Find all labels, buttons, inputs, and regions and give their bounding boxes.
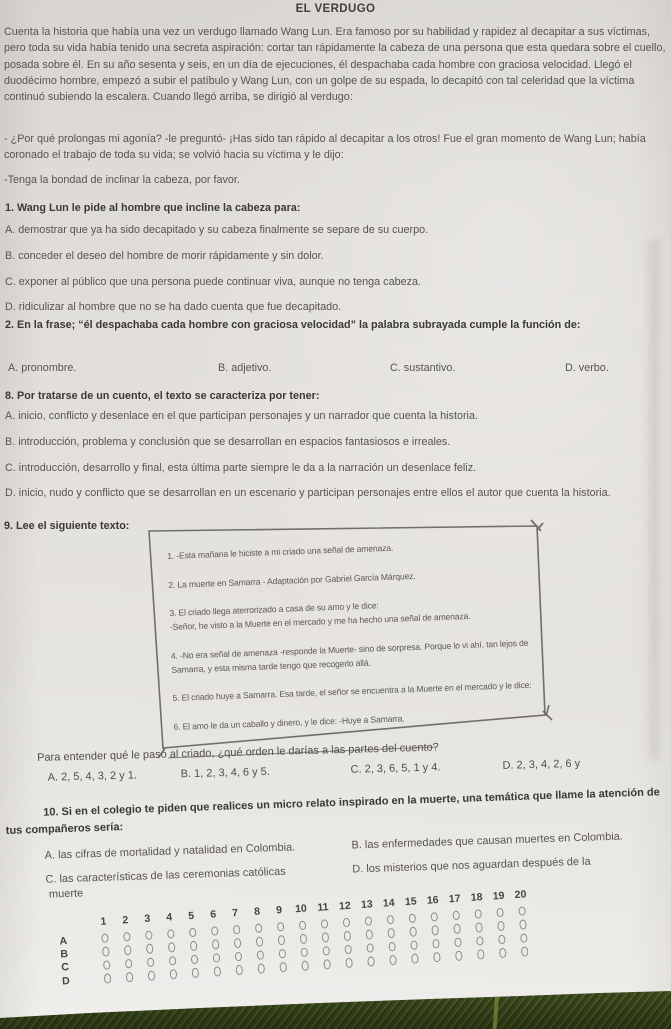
- question-9-question: Para entender qué le pasó al criado, ¿qué orden le darías a las partes del cuento?: [37, 741, 439, 764]
- grid-cell: [314, 945, 337, 956]
- grid-cell: [182, 941, 205, 952]
- answer-bubble[interactable]: [300, 947, 308, 957]
- grid-cell: [293, 960, 316, 971]
- grid-column-number: 17: [448, 892, 461, 906]
- grid-cell: [491, 947, 514, 958]
- question-8-option-b: B. introducción, problema y conclusión que se desarrollan en espacios fantasiosos e irreales.: [5, 435, 451, 448]
- grid-cell: [137, 930, 160, 941]
- answer-bubble[interactable]: [145, 944, 153, 954]
- page-title: EL VERDUGO: [295, 3, 376, 15]
- answer-bubble[interactable]: [389, 955, 397, 965]
- grid-cell: [446, 937, 469, 948]
- answer-bubble[interactable]: [477, 949, 485, 959]
- answer-bubble[interactable]: [433, 952, 441, 962]
- story-dialogue: - ¿Por qué prolongas mi agonía? -le preguntó- ¡Has sido tan rápido al decapitar a los otros! Fue el gran momento de Wang Lun; había coronado el trabajo de toda su vida; se volvió hacia su víctima y le dijo:: [4, 133, 646, 162]
- grid-cell: [162, 969, 185, 980]
- answer-bubble[interactable]: [497, 921, 505, 931]
- grid-column-number: 18: [470, 891, 483, 904]
- question-9-option-a: A. 2, 5, 4, 3, 2 y 1.: [47, 769, 138, 784]
- grid-column-number: 4: [165, 911, 173, 924]
- answer-bubble[interactable]: [254, 923, 262, 933]
- grid-cell: [444, 910, 467, 921]
- grid-cell: [247, 923, 270, 934]
- story-paragraph: Cuenta la historia que había una vez un verdugo llamado Wang Lun. Era famoso por su habilidad y rapidez al decapitar a sus víctimas, pero toda su vida había tenido una secreta aspiración: cortar tan rápidamente la cabeza de una persona que esta quedara sobre el cuello, posada sobre él. En su año sesenta y seis, en un día de ejecuciones, él despachaba cada hombre con graciosa velocidad. Llegó el duodécimo hombre, empezó a subir el patíbulo y Wang Lun, con un golpe de su espada, lo decapitó con tal celeridad que la víctima continuó subiendo la escalera. Cuando llegó arriba, se dirigió al verdugo:: [4, 26, 666, 104]
- question-10-option-b: B. las enfermedades que causan muertes en Colombia.: [351, 830, 624, 852]
- grid-row-label: A: [59, 934, 68, 948]
- answer-bubble[interactable]: [125, 972, 133, 982]
- grid-cell: [512, 933, 535, 944]
- grid-column-number: 6: [209, 908, 217, 921]
- answer-bubble[interactable]: [103, 973, 111, 983]
- answer-bubble[interactable]: [367, 956, 375, 966]
- grid-column-number: 9: [275, 904, 283, 917]
- answer-bubble[interactable]: [301, 961, 309, 971]
- answer-bubble[interactable]: [213, 966, 221, 976]
- grid-cell: [447, 950, 470, 961]
- grid-column-number: 2: [122, 914, 129, 927]
- answer-bubble[interactable]: [386, 915, 394, 925]
- question-8-options: [5, 408, 665, 511]
- grid-cell: [291, 920, 314, 931]
- grid-cell: [271, 948, 294, 959]
- answer-bubble[interactable]: [455, 951, 463, 961]
- question-1-option-d: D. ridiculizar al hombre que no se ha dado cuenta que fue decapitado.: [5, 301, 342, 314]
- grid-cell: [379, 914, 402, 925]
- answer-bubble[interactable]: [279, 962, 287, 972]
- box-line-2: 2. La muerte en Samarra - Adaptación por Gabriel García Márquez.: [168, 570, 416, 590]
- grid-cell: [490, 934, 513, 945]
- leaf-vein: [493, 991, 500, 1029]
- grid-column-number: 19: [492, 889, 505, 903]
- grid-cell: [468, 935, 491, 946]
- grid-cell: [424, 938, 447, 949]
- answer-bubble[interactable]: [210, 926, 218, 936]
- question-1-option-c: C. exponer al público que una persona puede continuar viva, aunque no tenga cabeza.: [5, 275, 421, 288]
- answer-bubble[interactable]: [299, 934, 307, 944]
- answer-bubble[interactable]: [124, 959, 132, 969]
- answer-bubble[interactable]: [145, 931, 153, 941]
- answer-bubble[interactable]: [298, 921, 306, 931]
- grid-cell: [161, 955, 184, 966]
- grid-cell: [293, 947, 316, 958]
- answer-bubble[interactable]: [452, 911, 460, 921]
- answer-bubble[interactable]: [322, 946, 330, 956]
- answer-bubble[interactable]: [167, 929, 175, 939]
- grid-cell: [115, 931, 138, 942]
- answer-bubble[interactable]: [320, 919, 328, 929]
- answer-grid: [52, 886, 536, 988]
- grid-cell: [93, 933, 116, 944]
- grid-cell: [249, 950, 272, 961]
- grid-cell: [401, 926, 424, 937]
- answer-bubble[interactable]: [520, 946, 528, 956]
- grid-cell: [336, 931, 359, 942]
- grid-cell: [159, 929, 182, 940]
- answer-bubble[interactable]: [257, 964, 265, 974]
- grid-cell: [423, 925, 446, 936]
- grid-cell: [381, 955, 404, 966]
- question-10-option-d: D. los misterios que nos aguardan después de la: [352, 855, 591, 876]
- grid-cell: [183, 954, 206, 965]
- grid-cell: [181, 927, 204, 938]
- grid-cell: [271, 962, 294, 973]
- answer-bubble[interactable]: [411, 954, 419, 964]
- grid-cell: [227, 951, 250, 962]
- grid-column-number: 13: [360, 898, 374, 912]
- answer-bubble[interactable]: [344, 944, 352, 954]
- grid-cell: [314, 932, 337, 943]
- answer-bubble[interactable]: [496, 908, 504, 918]
- grid-cell: [205, 953, 228, 964]
- question-1-option-b: B. conceder el deseo del hombre de morir rápidamente y sin dolor.: [5, 249, 324, 262]
- question-9-option-d: D. 2, 3, 4, 2, 6 y: [502, 757, 581, 772]
- grid-cell: [249, 963, 272, 974]
- grid-cell: [313, 919, 336, 930]
- answer-bubble[interactable]: [345, 958, 353, 968]
- question-9-option-c: C. 2, 3, 6, 5, 1 y 4.: [350, 761, 441, 776]
- answer-bubble[interactable]: [342, 918, 350, 928]
- grid-cell: [204, 939, 227, 950]
- grid-cell: [488, 907, 511, 918]
- question-10-option-c: C. las características de las ceremonias católicas: [45, 865, 286, 886]
- answer-bubble[interactable]: [278, 949, 286, 959]
- answer-bubble[interactable]: [101, 933, 109, 943]
- answer-bubble[interactable]: [365, 930, 373, 940]
- answer-bubble[interactable]: [277, 935, 285, 945]
- grid-cell: [489, 921, 512, 932]
- answer-bubble[interactable]: [235, 965, 243, 975]
- grid-cell: [402, 940, 425, 951]
- grid-cell: [292, 933, 315, 944]
- paper-shading: [644, 240, 660, 760]
- answer-bubble[interactable]: [234, 952, 242, 962]
- grid-row-label: C: [60, 961, 70, 974]
- box-line-1: 1. -Esta mañana le hiciste a mi criado una señal de amenaza.: [167, 542, 394, 561]
- question-9-option-b: B. 1, 2, 3, 4, 6 y 5.: [180, 765, 271, 781]
- question-1-options: [5, 222, 665, 325]
- grid-cell: [335, 917, 358, 928]
- answer-bubble[interactable]: [498, 948, 506, 958]
- grid-cell: [445, 924, 468, 935]
- answer-bubble[interactable]: [102, 947, 110, 957]
- grid-cell: [228, 964, 251, 975]
- question-1-option-a: A. demostrar que ya ha sido decapitado y su cabeza finalmente se separe de su cuerpo.: [5, 224, 429, 236]
- grid-cell: [401, 913, 424, 924]
- answer-bubble[interactable]: [519, 920, 527, 930]
- question-8-option-c: C. introducción, desarrollo y final, esta última parte siempre le da a la narración un desenlace feliz.: [5, 461, 477, 474]
- answer-bubble[interactable]: [123, 932, 131, 942]
- answer-bubble[interactable]: [189, 941, 197, 951]
- answer-bubble[interactable]: [255, 937, 263, 947]
- question-10-option-a: A. las cifras de mortalidad y natalidad en Colombia.: [44, 841, 296, 862]
- story-dialogue-reply: -Tenga la bondad de inclinar la cabeza, por favor.: [4, 174, 240, 186]
- answer-bubble[interactable]: [475, 923, 483, 933]
- question-9-header: 9. Lee el siguiente texto:: [4, 520, 130, 532]
- grid-cell: [358, 943, 381, 954]
- question-8-header: 8. Por tratarse de un cuento, el texto se caracteriza por tener:: [5, 390, 320, 402]
- question-2-option-b: B. adjetivo.: [218, 362, 272, 374]
- grid-cell: [206, 966, 229, 977]
- grid-cell: [94, 946, 117, 957]
- question-10: [5, 784, 668, 902]
- answer-bubble[interactable]: [476, 936, 484, 946]
- box-line-3: 3. El criado llega aterrorizado a casa de su amo y le dice: -Señor, he visto a la Muerte en el mercado y me ha hecho una señal de amenaza.: [169, 600, 471, 632]
- answer-bubble[interactable]: [256, 950, 264, 960]
- grid-column-number: 10: [294, 902, 308, 916]
- answer-bubble[interactable]: [169, 969, 177, 979]
- answer-bubble[interactable]: [431, 925, 439, 935]
- grid-column-number: 8: [253, 905, 261, 918]
- answer-bubble[interactable]: [190, 954, 198, 964]
- answer-bubble[interactable]: [124, 945, 132, 955]
- answer-bubble[interactable]: [147, 971, 155, 981]
- grid-cell: [117, 958, 140, 969]
- answer-bubble[interactable]: [498, 935, 506, 945]
- grid-cell: [359, 956, 382, 967]
- grid-cell: [510, 906, 533, 917]
- grid-cell: [270, 935, 293, 946]
- grid-cell: [337, 957, 360, 968]
- answer-bubble[interactable]: [408, 914, 416, 924]
- question-10-header: 10. Si en el colegio te piden que realices un micro relato inspirado en la muerte, una temática que llame la atención de tus compañeros sería:: [5, 786, 660, 837]
- grid-row-label: D: [61, 974, 71, 988]
- grid-column-number: 15: [404, 895, 417, 909]
- grid-cell: [116, 945, 139, 956]
- answer-bubble[interactable]: [211, 940, 219, 950]
- answer-bubble[interactable]: [518, 906, 526, 916]
- grid-cell: [379, 928, 402, 939]
- grid-column-number: 1: [100, 915, 107, 928]
- answer-bubble[interactable]: [343, 931, 351, 941]
- answer-bubble[interactable]: [520, 933, 528, 943]
- grid-cell: [96, 973, 119, 984]
- grid-cell: [140, 970, 163, 981]
- grid-cell: [139, 957, 162, 968]
- grid-cell: [225, 924, 248, 935]
- grid-corner-spacer: [53, 922, 93, 925]
- grid-cell: [184, 967, 207, 978]
- answer-bubble[interactable]: [232, 925, 240, 935]
- answer-bubble[interactable]: [430, 912, 438, 922]
- question-2-option-d: D. verbo.: [565, 362, 609, 374]
- question-2-header: 2. En la frase; “él despachaba cada hombre con graciosa velocidad” la palabra subrayada cumple la función de:: [5, 319, 581, 331]
- story-box-text: [167, 535, 556, 748]
- grid-cell: [511, 919, 534, 930]
- grid-cell: [380, 941, 403, 952]
- grid-cell: [160, 942, 183, 953]
- question-8-option-d: D. inicio, nudo y conflicto que se desarrollan en un escenario y participan personajes entre ellos el autor que cuenta la historia.: [5, 487, 611, 500]
- grid-cell: [248, 936, 271, 947]
- answer-bubble[interactable]: [189, 928, 197, 938]
- grid-cell: [226, 938, 249, 949]
- answer-bubble[interactable]: [167, 942, 175, 952]
- question-10-option-d-wrap: muerte: [48, 887, 84, 901]
- answer-bubble[interactable]: [387, 928, 395, 938]
- grid-cell: [336, 944, 359, 955]
- box-line-5: 5. El criado huye a Samarra. Esa tarde, el señor se encuentra a la Muerte en el mercado y le dice:: [172, 679, 532, 703]
- answer-bubble[interactable]: [321, 933, 329, 943]
- answer-bubble[interactable]: [366, 943, 374, 953]
- grid-column-number: 11: [317, 901, 329, 914]
- grid-cell: [467, 922, 490, 933]
- grid-column-number: 12: [338, 899, 352, 913]
- grid-cell: [403, 953, 426, 964]
- question-9-prompt: [37, 735, 670, 788]
- answer-bubble[interactable]: [474, 909, 482, 919]
- answer-bubble[interactable]: [410, 940, 418, 950]
- answer-bubble[interactable]: [454, 937, 462, 947]
- grid-cell: [203, 926, 226, 937]
- grid-cell: [513, 946, 536, 957]
- grid-cell: [357, 916, 380, 927]
- answer-bubble[interactable]: [168, 956, 176, 966]
- answer-bubble[interactable]: [212, 953, 220, 963]
- answer-bubble[interactable]: [409, 927, 417, 937]
- box-line-4: 4. -No era señal de amenaza -responde la Muerte- sino de sorpresa. Porque lo vi ahí, tan lejos de Samarra, y esta misma tarde tengo que recogerlo allá.: [170, 637, 529, 675]
- question-1-header: 1. Wang Lun le pide al hombre que incline la cabeza para:: [5, 202, 301, 214]
- grid-column-number: 20: [514, 888, 527, 902]
- grid-cell: [425, 952, 448, 963]
- grid-column-number: 16: [426, 894, 439, 907]
- answer-bubble[interactable]: [323, 959, 331, 969]
- grid-cell: [469, 949, 492, 960]
- answer-bubble[interactable]: [146, 957, 154, 967]
- answer-bubble[interactable]: [364, 916, 372, 926]
- answer-bubble[interactable]: [102, 960, 110, 970]
- grid-cell: [423, 912, 446, 923]
- question-8-option-a: A. inicio, conflicto y desenlace en el que participan personajes y un narrador que cuenta la historia.: [5, 410, 478, 422]
- question-2-option-a: A. pronombre.: [8, 362, 77, 374]
- answer-bubble[interactable]: [276, 922, 284, 932]
- answer-bubble[interactable]: [453, 924, 461, 934]
- grid-column-number: 5: [187, 909, 195, 923]
- grid-cell: [466, 909, 489, 920]
- grid-cell: [138, 943, 161, 954]
- grid-cell: [358, 929, 381, 940]
- grid-column-number: 14: [382, 896, 396, 910]
- grid-row-label: B: [60, 948, 69, 961]
- answer-bubble[interactable]: [432, 939, 440, 949]
- box-line-6: 6. El amo le da un caballo y dinero, y le dice: -Huye a Samarra.: [173, 712, 405, 732]
- answer-bubble[interactable]: [191, 968, 199, 978]
- grid-cell: [118, 972, 141, 983]
- grid-cell: [95, 960, 118, 971]
- answer-bubble[interactable]: [388, 942, 396, 952]
- grid-cell: [315, 959, 338, 970]
- answer-bubble[interactable]: [233, 938, 241, 948]
- question-2-option-c: C. sustantivo.: [390, 362, 456, 374]
- question-2-options: [0, 360, 671, 378]
- grid-column-number: 7: [231, 906, 239, 920]
- grid-column-number: 3: [144, 912, 151, 926]
- grid-cell: [269, 922, 292, 933]
